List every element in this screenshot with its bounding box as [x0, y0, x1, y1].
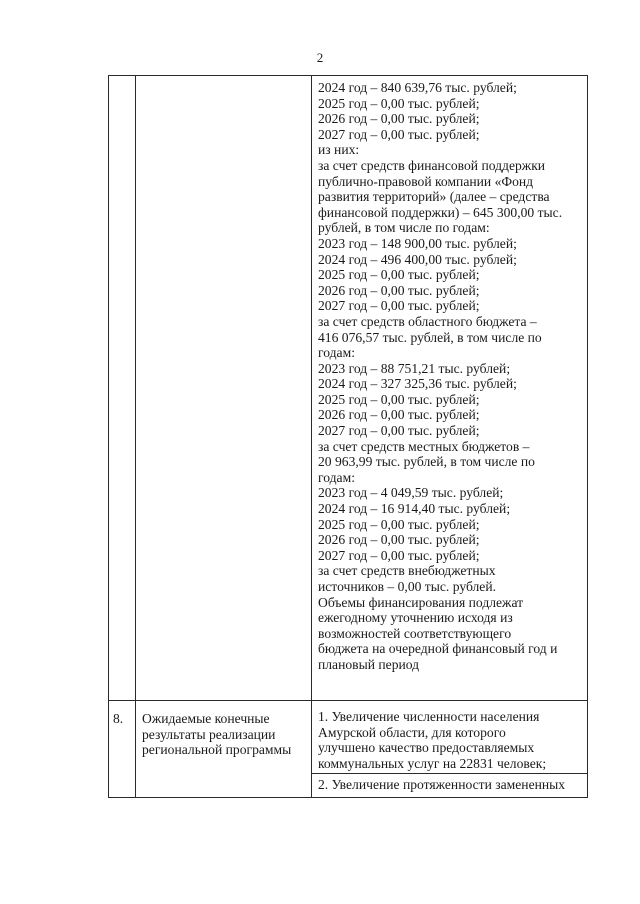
text-line: развития территорий» (далее – средства	[318, 189, 550, 205]
text-line: 2025 год – 0,00 тыс. рублей;	[318, 516, 480, 532]
text-line: 2027 год – 0,00 тыс. рублей;	[318, 423, 480, 439]
result-item	[312, 773, 587, 797]
text-line: 2023 год – 148 900,00 тыс. рублей;	[318, 235, 517, 251]
text-line: финансовой поддержки) – 645 300,00 тыс.	[318, 204, 563, 220]
text-line: 2026 год – 0,00 тыс. рублей;	[318, 282, 480, 298]
text-line: 2024 год – 840 639,76 тыс. рублей;	[318, 80, 517, 95]
text-line: рублей, в том числе по годам:	[318, 220, 490, 236]
text-line: улучшено качество предоставляемых	[318, 740, 535, 756]
text-line: Амурской области, для которого	[318, 724, 506, 740]
text-line: 2025 год – 0,00 тыс. рублей;	[318, 95, 480, 111]
row-label-cell	[136, 701, 312, 798]
text-line: Объемы финансирования подлежат	[318, 594, 524, 610]
text-line: 20 963,99 тыс. рублей, в том числе по	[318, 454, 535, 470]
text-line: 2026 год – 0,00 тыс. рублей;	[318, 111, 480, 127]
text-line: 2024 год – 327 325,36 тыс. рублей;	[318, 376, 517, 392]
table-row-results	[109, 701, 588, 798]
row-number-cell	[109, 76, 136, 701]
text-line: годам:	[318, 345, 355, 361]
row-label-cell	[136, 76, 312, 701]
table-row-financing	[109, 76, 588, 701]
text-line: за счет средств местных бюджетов –	[318, 438, 530, 454]
text-line: ежегодному уточнению исходя из	[318, 610, 513, 626]
financing-details-cell	[312, 76, 588, 701]
row-number-cell	[109, 701, 136, 798]
text-line: годам:	[318, 469, 355, 485]
text-line: возможностей соответствующего	[318, 625, 512, 641]
result-item	[312, 701, 587, 773]
text-line: 2025 год – 0,00 тыс. рублей;	[318, 267, 480, 283]
text-line: 2023 год – 88 751,21 тыс. рублей;	[318, 360, 511, 376]
text-line: за счет средств областного бюджета –	[318, 313, 537, 329]
financing-text-block	[312, 76, 587, 675]
text-line: 2026 год – 0,00 тыс. рублей;	[318, 407, 480, 423]
results-items-block	[312, 701, 587, 797]
text-line: 2024 год – 16 914,40 тыс. рублей;	[318, 501, 511, 517]
text-line: публично-правовой компании «Фонд	[318, 173, 534, 189]
text-line: 416 076,57 тыс. рублей, в том числе по	[318, 329, 542, 345]
text-line: 2027 год – 0,00 тыс. рублей;	[318, 298, 480, 314]
text-line: из них:	[318, 142, 360, 158]
text-line: за счет средств внебюджетных	[318, 563, 496, 579]
text-line: бюджета на очередной финансовый год и	[318, 641, 558, 657]
text-line: 2027 год – 0,00 тыс. рублей;	[318, 547, 480, 563]
text-line: результаты реализации	[142, 726, 276, 742]
text-line: 2024 год – 496 400,00 тыс. рублей;	[318, 251, 517, 267]
text-line: 1. Увеличение численности населения	[318, 709, 540, 724]
text-line: 2025 год – 0,00 тыс. рублей;	[318, 391, 480, 407]
text-line: за счет средств финансовой поддержки	[318, 157, 546, 173]
results-label-block	[136, 701, 311, 760]
text-line: 2026 год – 0,00 тыс. рублей;	[318, 532, 480, 548]
text-line: коммунальных услуг на 22831 человек;	[318, 755, 547, 771]
text-line: 2027 год – 0,00 тыс. рублей;	[318, 126, 480, 142]
results-details-cell	[312, 701, 588, 798]
text-line: источников – 0,00 тыс. рублей.	[318, 579, 497, 594]
text-line: 2023 год – 4 049,59 тыс. рублей;	[318, 485, 504, 501]
passport-table	[108, 75, 588, 798]
row-number: 8.	[113, 711, 124, 726]
text-line: региональной программы	[142, 742, 292, 758]
page-number: 2	[316, 50, 324, 65]
text-line: 2. Увеличение протяженности замененных	[318, 777, 566, 793]
text-line: Ожидаемые конечные	[142, 711, 270, 726]
text-line: плановый период	[318, 656, 420, 672]
